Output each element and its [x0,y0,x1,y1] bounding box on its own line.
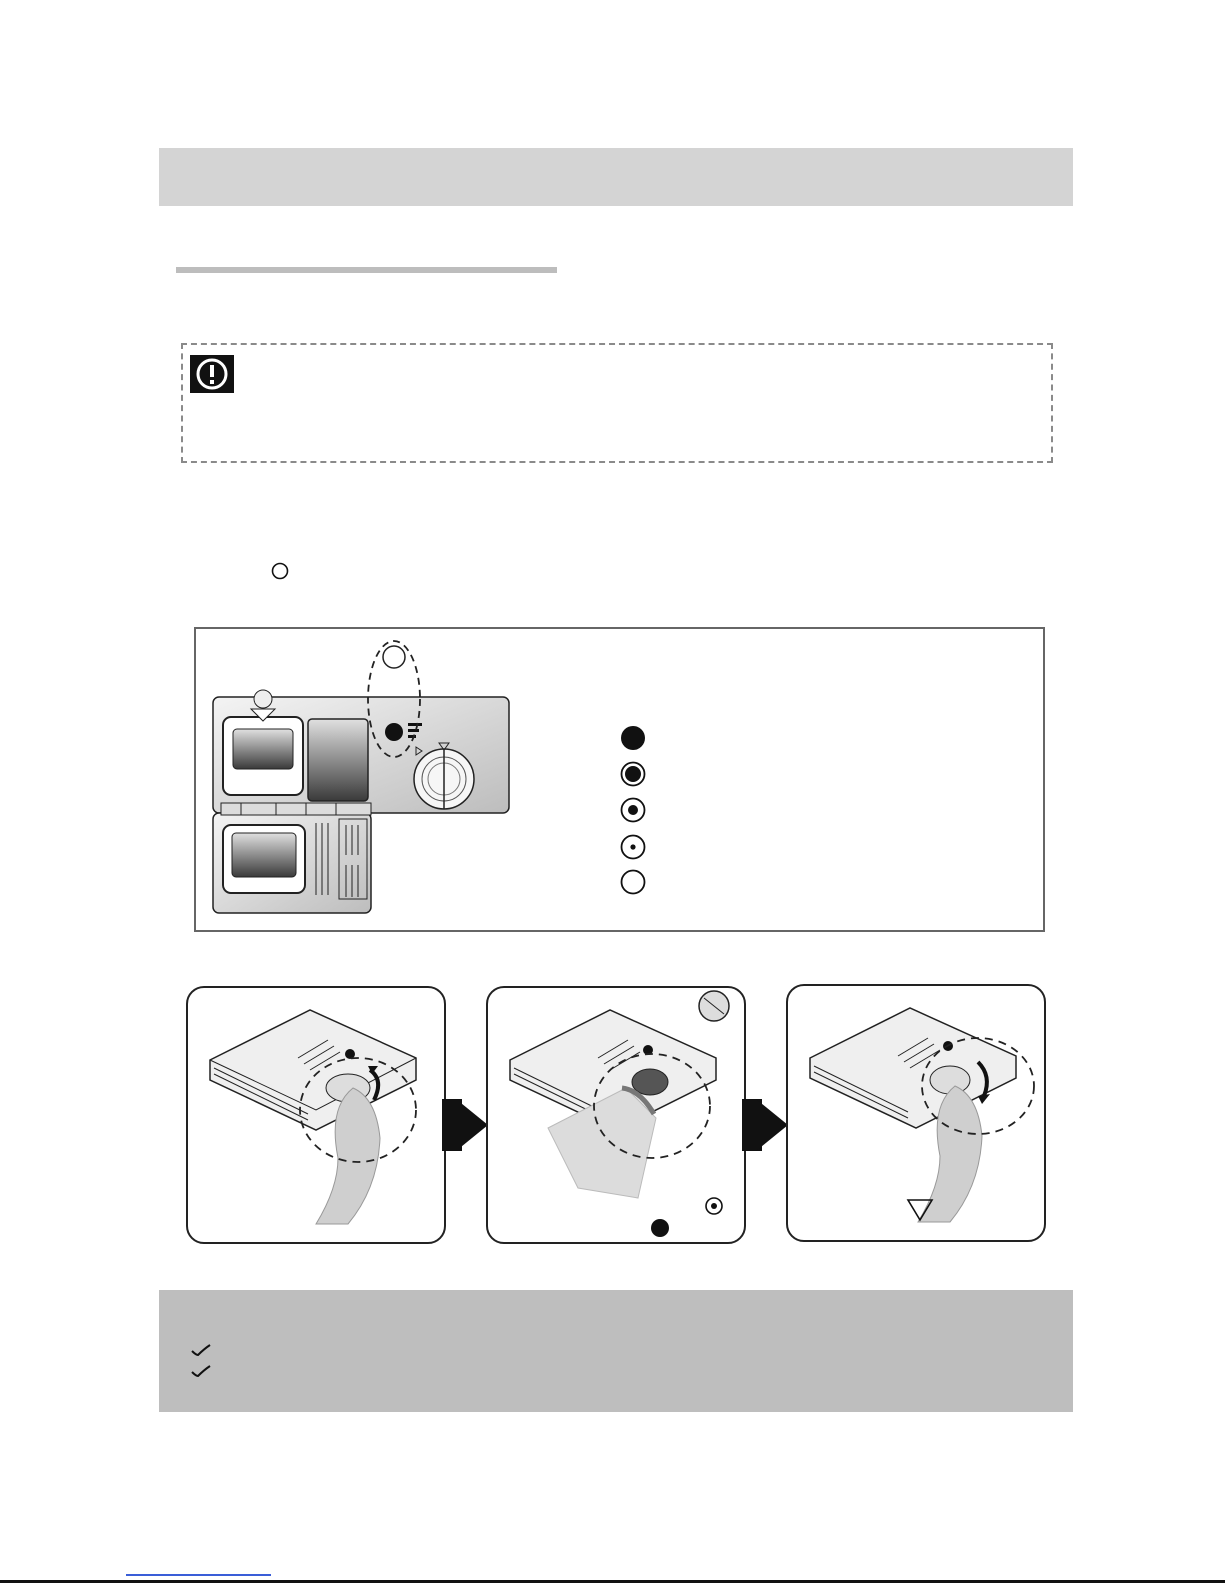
empty-circle-icon [271,562,289,580]
next-step-arrow-icon [742,1099,788,1151]
footer-link-underline[interactable] [126,1574,271,1576]
subheading-rule [176,267,557,273]
next-step-arrow-icon [442,1099,488,1151]
step-close-cap-panel [786,984,1046,1242]
checkmark-icon [190,1343,212,1357]
step-open-cap-panel [186,986,446,1244]
ring-medium-core-icon [620,797,646,823]
empty-circle-icon [620,869,646,895]
section-header-band [159,148,1073,206]
footer-rule [0,1580,1225,1583]
exclamation-warning-icon [190,355,234,393]
warning-box [181,343,1053,463]
step-fill-rinse-aid-panel [486,986,746,1244]
ring-small-core-icon [620,834,646,860]
notes-band [159,1290,1073,1412]
filled-circle-icon [620,725,646,751]
ring-large-core-icon [620,761,646,787]
checkmark-icon [190,1364,212,1378]
